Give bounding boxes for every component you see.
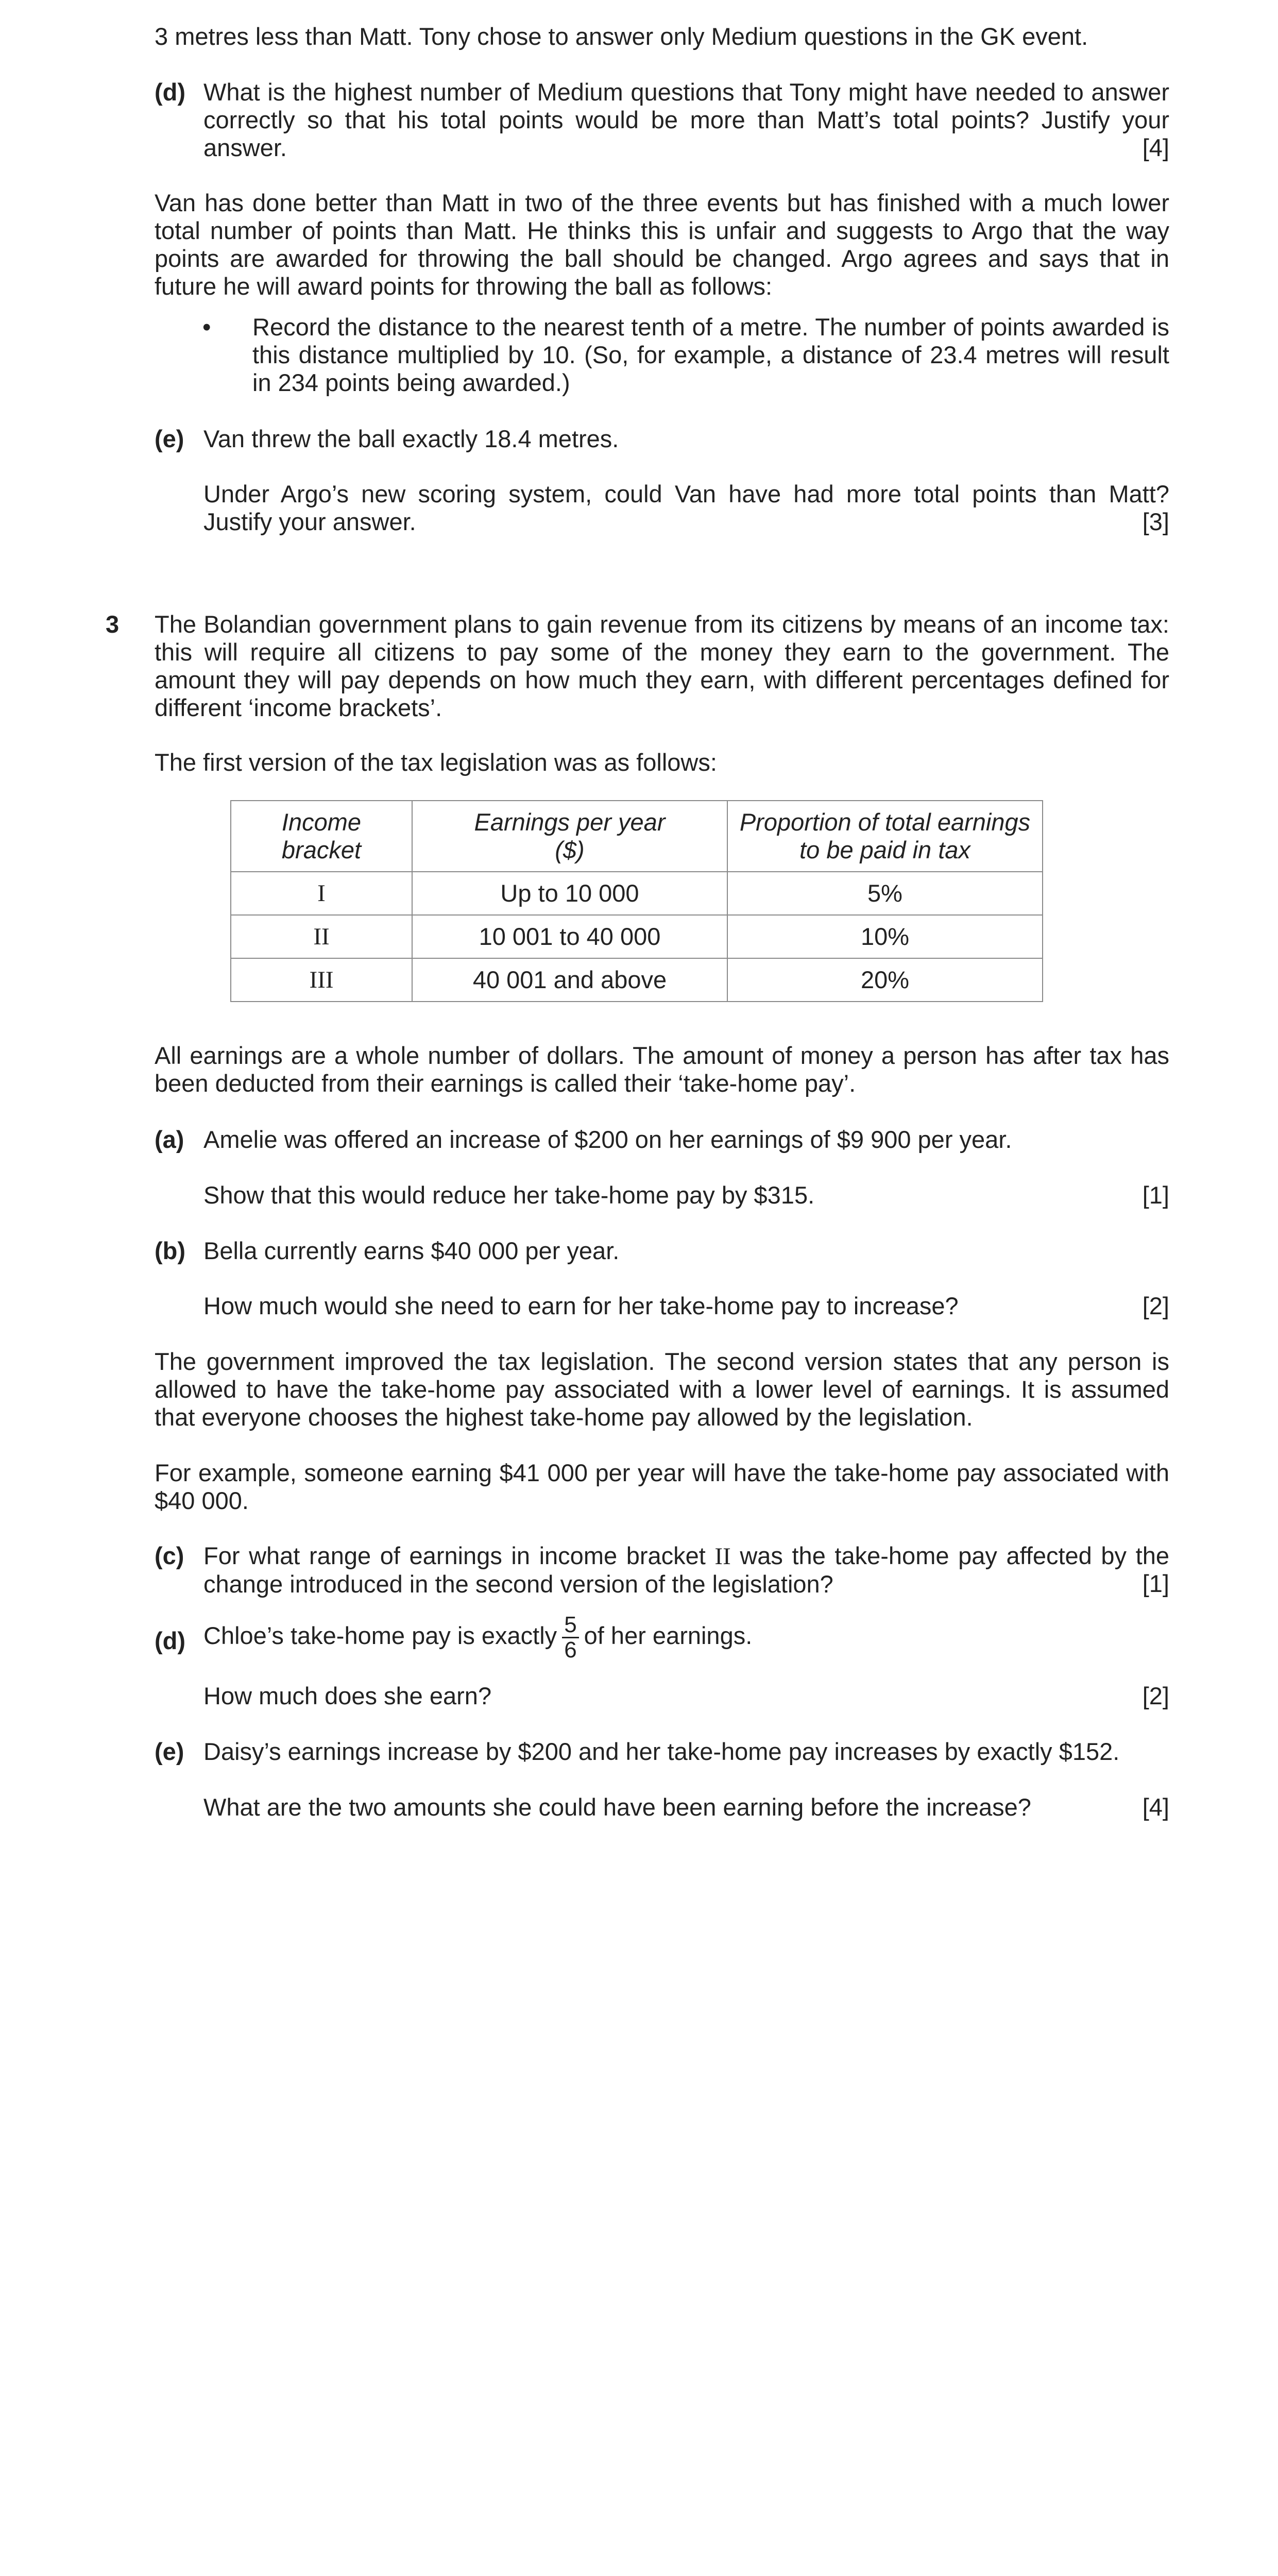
header-line: Income (281, 808, 362, 836)
q2e-text2: Under Argo’s new scoring system, could Van have had more total points than Matt? Justify your answer. (203, 480, 1169, 535)
after-table-paragraph: All earnings are a whole number of dollars. The amount of money a person has after tax has been deducted from their earnings is called their ‘take-home pay’. (155, 1042, 1169, 1097)
proportion-cell: 10% (727, 915, 1043, 958)
q3a-text2: Show that this would reduce her take-home pay by $315. (203, 1181, 815, 1209)
table-row (231, 958, 1043, 1002)
earnings-cell: 10 001 to 40 000 (412, 915, 727, 958)
example-paragraph: For example, someone earning $41 000 per year will have the take-home pay associated with $40 000. (155, 1459, 1169, 1514)
q3e-marks: [4] (1142, 1793, 1169, 1821)
q3e-text2: What are the two amounts she could have been earning before the increase? (203, 1793, 1031, 1821)
q3d-marks: [2] (1142, 1682, 1169, 1709)
header-earnings (412, 801, 727, 872)
five-sixths-fraction (562, 1613, 578, 1662)
proportion-cell: 20% (727, 958, 1043, 1002)
q3c-roman-numeral: II (714, 1543, 731, 1570)
improved-legislation-paragraph: The government improved the tax legislation. The second version states that any person is allowed to have the take-home pay associated with a lower level of earnings. It is assumed that everyone chooses the highest take-home pay allowed by the legislation. (155, 1348, 1169, 1431)
table-row (231, 872, 1043, 915)
q2d-marks: [4] (1142, 134, 1169, 161)
header-income-bracket (231, 801, 412, 872)
q3d-text-after: of her earnings. (584, 1622, 753, 1649)
tax-table (230, 800, 1043, 1002)
q3a-marks: [1] (1142, 1181, 1169, 1209)
bullet-text: Record the distance to the nearest tenth of a metre. The number of points awarded is this distance multiplied by 10. (So, for example, a distance of 23.4 metres will result in 234 points being awarded.) (252, 313, 1169, 396)
bracket-cell: III (231, 958, 412, 1002)
header-line: ($) (555, 836, 585, 863)
q3a-text1: Amelie was offered an increase of $200 on her earnings of $9 900 per year. (203, 1126, 1012, 1153)
earnings-cell: Up to 10 000 (412, 872, 727, 915)
table-intro: The first version of the tax legislation was as follows: (155, 749, 717, 776)
q3c-marks: [1] (1142, 1570, 1169, 1597)
table-header-row (231, 801, 1043, 872)
q3a-label: (a) (155, 1126, 184, 1153)
q2e-marks: [3] (1142, 508, 1169, 535)
header-line: Earnings per year (474, 808, 666, 836)
q2d-label: (d) (155, 78, 186, 106)
q2e-text1: Van threw the ball exactly 18.4 metres. (203, 425, 619, 452)
proportion-cell: 5% (727, 872, 1043, 915)
header-line: Proportion of total earnings (739, 808, 1031, 836)
fraction-numerator: 5 (562, 1613, 578, 1638)
q3d-text1 (203, 1610, 1169, 1662)
q3d-text2: How much does she earn? (203, 1682, 492, 1709)
header-proportion (727, 801, 1043, 872)
q3c-text-after: was the take-home pay affected by the change introduced in the second version of the legislation? (203, 1542, 1169, 1598)
q3b-text1: Bella currently earns $40 000 per year. (203, 1237, 620, 1264)
q3d-label: (d) (155, 1627, 186, 1654)
q3c-text-before: For what range of earnings in income bracket (203, 1542, 706, 1569)
q3d-text-before: Chloe’s take-home pay is exactly (203, 1622, 557, 1649)
bracket-cell: II (231, 915, 412, 958)
bracket-cell: I (231, 872, 412, 915)
q3b-label: (b) (155, 1237, 186, 1264)
q3c-text (203, 1542, 1169, 1598)
fraction-denominator: 6 (564, 1637, 577, 1663)
q2e-label: (e) (155, 425, 184, 452)
q3b-marks: [2] (1142, 1292, 1169, 1319)
q2d-text: What is the highest number of Medium questions that Tony might have needed to answer correctly so that his total points would be more than Matt’s total points? Justify your answer. (203, 78, 1169, 161)
van-paragraph: Van has done better than Matt in two of the three events but has finished with a much lower total number of points than Matt. He thinks this is unfair and suggests to Argo that the way points are awarded for throwing the ball should be changed. Argo agrees and says that in future he will award points for throwing the ball as follows: (155, 189, 1169, 300)
question-3-number: 3 (106, 611, 120, 638)
earnings-cell: 40 001 and above (412, 958, 727, 1002)
q3e-label: (e) (155, 1738, 184, 1765)
q3b-text2: How much would she need to earn for her take-home pay to increase? (203, 1292, 959, 1319)
q3e-text1: Daisy’s earnings increase by $200 and her take-home pay increases by exactly $152. (203, 1738, 1120, 1765)
header-line: bracket (281, 836, 362, 863)
q3-intro: The Bolandian government plans to gain revenue from its citizens by means of an income tax: this will require all citizens to pay some of the money they earn to the government. The amount they will pay depends on how much they earn, with different percentages defined for different ‘income brackets’. (155, 611, 1169, 721)
bullet-icon: • (202, 313, 211, 341)
q3c-label: (c) (155, 1542, 184, 1569)
intro-line: 3 metres less than Matt. Tony chose to answer only Medium questions in the GK event. (155, 23, 1088, 50)
table-row (231, 915, 1043, 958)
header-line: to be paid in tax (799, 836, 970, 863)
